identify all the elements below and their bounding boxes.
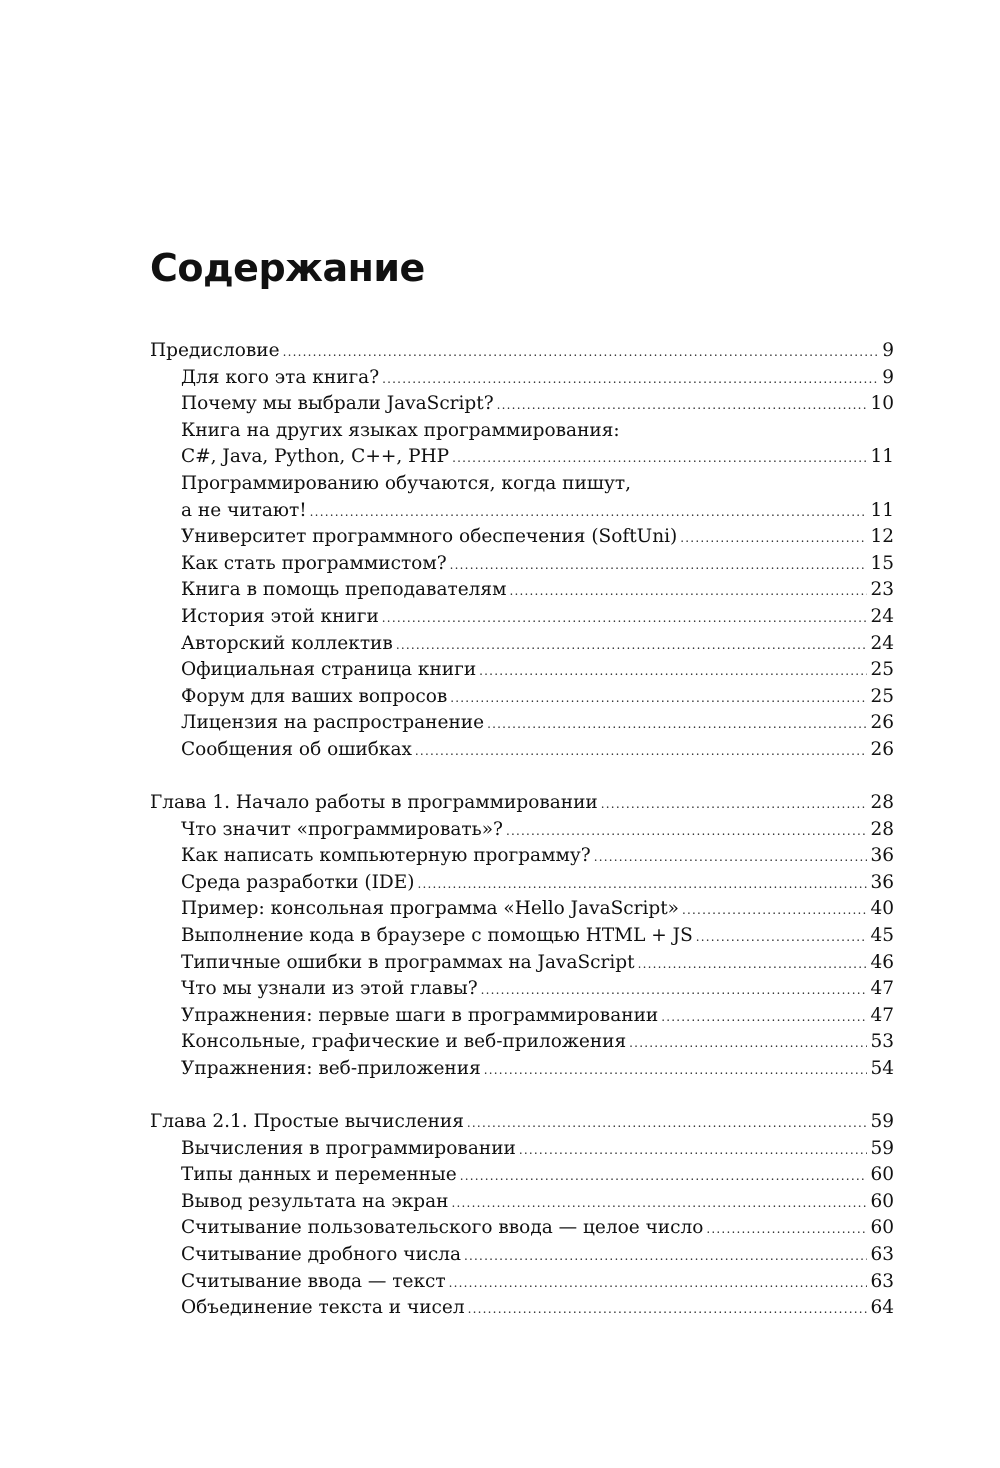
dot-leader [452,445,867,472]
toc-entry-label: Почему мы выбрали JavaScript? [181,393,494,415]
toc-entry[interactable] [150,817,894,844]
toc-section-chapter-1 [150,790,894,1083]
dot-leader [417,871,867,898]
toc-page-number: 47 [870,1004,894,1026]
dot-leader [497,392,868,419]
toc-entry-continuation[interactable] [150,444,894,471]
toc-entry-label: Упражнения: первые шаги в программировании [181,1004,659,1026]
toc-page-number: 53 [870,1031,894,1053]
toc-entry[interactable] [150,551,894,578]
toc-entry[interactable] [150,471,894,498]
dot-leader [680,525,867,552]
toc-page-number: 25 [870,685,894,707]
toc-section-preface [150,338,894,764]
toc-page-number: 45 [870,924,894,946]
dot-leader [449,1270,868,1297]
toc-entry[interactable] [150,1269,894,1296]
toc-page-number: 11 [870,446,894,468]
toc-page-number: 36 [870,845,894,867]
dot-leader [481,977,868,1004]
toc-page-number: 46 [870,951,894,973]
toc-page-number: 59 [870,1111,894,1133]
toc-entry[interactable] [150,524,894,551]
toc-page-number: 24 [870,632,894,654]
dot-leader [601,791,868,818]
dot-leader [487,711,867,738]
dot-leader [450,552,868,579]
toc-chapter-title: Предисловие [150,340,280,361]
toc-entry[interactable] [150,418,894,445]
toc-page-number: 28 [870,818,894,840]
toc-page-number: 60 [870,1217,894,1239]
table-of-contents [150,338,894,1348]
dot-leader [468,1296,868,1323]
toc-page-number: 12 [870,526,894,548]
toc-entry-label: Считывание ввода — текст [181,1270,446,1292]
toc-entry[interactable] [150,1295,894,1322]
dot-leader [450,685,867,712]
toc-entry[interactable] [150,604,894,631]
dot-leader [696,924,868,951]
toc-entry[interactable] [150,1162,894,1189]
dot-leader [661,1004,867,1031]
toc-entry[interactable] [150,737,894,764]
dot-leader [382,366,879,393]
toc-entry[interactable] [150,923,894,950]
toc-section-chapter-2-1 [150,1109,894,1322]
toc-entry-label: Авторский коллектив [181,632,393,654]
dot-leader [519,1137,868,1164]
toc-entry[interactable] [150,631,894,658]
dot-leader [310,499,868,526]
toc-page-number: 47 [870,978,894,1000]
toc-entry-label: Считывание пользовательского ввода — целое число [181,1217,704,1239]
toc-entry-label: Для кого эта книга? [181,366,380,388]
dot-leader [594,844,868,871]
toc-entry-label: Форум для ваших вопросов [181,685,448,707]
toc-entry[interactable] [150,391,894,418]
toc-page-number: 25 [870,659,894,681]
toc-entry[interactable] [150,1189,894,1216]
toc-entry[interactable] [150,657,894,684]
toc-entry-label: Как стать программистом? [181,552,447,574]
toc-entry-label: Пример: консольная программа «Hello JavaScript» [181,898,680,920]
dot-leader [464,1243,867,1270]
toc-page-number: 60 [870,1164,894,1186]
toc-chapter-entry[interactable] [150,790,894,817]
toc-page-number: 63 [870,1270,894,1292]
toc-entry-label: Лицензия на распространение [181,712,485,734]
toc-page-number: 10 [870,393,894,415]
toc-page-number: 15 [870,552,894,574]
toc-page-number: 40 [870,898,894,920]
toc-entry-label: Типы данных и переменные [181,1164,457,1186]
dot-leader [415,738,868,765]
toc-chapter-title: Глава 2.1. Простые вычисления [150,1111,464,1133]
toc-page-number: 63 [870,1244,894,1265]
toc-entry[interactable] [150,870,894,897]
dot-leader [629,1030,867,1057]
toc-entry[interactable] [150,896,894,923]
toc-page-number: 24 [870,605,894,627]
dot-leader [638,951,868,978]
toc-page-number: 60 [870,1190,894,1212]
toc-entry[interactable] [150,1029,894,1056]
toc-entry[interactable] [150,1242,894,1269]
toc-entry-label: Книга в помощь преподавателям [181,579,507,601]
dot-leader [682,897,867,924]
toc-entry-label: Считывание дробного числа [181,1244,462,1265]
toc-entry-label: Вычисления в программировании [181,1137,516,1159]
toc-entry-label: Вывод результата на экран [181,1190,449,1212]
toc-entry[interactable] [150,684,894,711]
toc-page-number: 26 [870,738,894,760]
toc-page-number: 59 [870,1137,894,1159]
toc-entry-label: Сообщения об ошибках [181,738,412,760]
toc-entry[interactable] [150,1003,894,1030]
toc-entry[interactable] [150,365,894,392]
toc-page-number: 28 [870,792,894,813]
toc-entry[interactable] [150,1215,894,1242]
toc-entry-label-continuation: C#, Java, Python, C++, PHP [181,446,450,468]
toc-entry-label: Что мы узнали из этой главы? [181,978,478,1000]
toc-entry[interactable] [150,1056,894,1083]
dot-leader [382,605,868,632]
toc-entry-label-continuation: а не читают! [181,499,307,521]
toc-entry[interactable] [150,950,894,977]
toc-chapter-entry[interactable] [150,1109,894,1136]
toc-page-number: 23 [870,579,894,601]
dot-leader [706,1216,867,1243]
dot-leader [467,1110,868,1137]
dot-leader [509,578,867,605]
dot-leader [460,1163,868,1190]
toc-entry-label: Объединение текста и чисел [181,1297,465,1319]
toc-entry[interactable] [150,1136,894,1163]
toc-page-number: 54 [870,1057,894,1079]
toc-entry-label: Книга на других языках программирования: [181,419,620,441]
toc-entry-label: Как написать компьютерную программу? [181,845,591,867]
toc-page-number: 11 [870,499,894,521]
toc-entry-label: Упражнения: веб-приложения [181,1057,481,1079]
toc-page-number: 64 [870,1297,894,1319]
toc-entry-label: Что значит «программировать»? [181,818,503,840]
page-title: Содержание [150,246,425,290]
toc-chapter-entry[interactable] [150,338,894,365]
dot-leader [452,1190,868,1217]
toc-page-number: 9 [882,366,894,388]
toc-page-number: 9 [882,340,894,361]
toc-entry-label: Официальная страница книги [181,659,477,681]
toc-chapter-title: Глава 1. Начало работы в программировании [150,792,598,813]
toc-entry-label: Университет программного обеспечения (SoftUni) [181,526,678,548]
toc-entry-label: Среда разработки (IDE) [181,871,415,893]
dot-leader [396,632,868,659]
toc-entry-label: Выполнение кода в браузере с помощью HTML + JS [181,924,693,946]
toc-page-number: 26 [870,712,894,734]
toc-entry-label: Консольные, графические и веб-приложения [181,1031,627,1053]
toc-entry[interactable] [150,710,894,737]
toc-entry-continuation[interactable] [150,498,894,525]
dot-leader [479,658,867,685]
dot-leader [484,1057,868,1084]
dot-leader [506,818,868,845]
dot-leader [283,339,880,366]
toc-entry[interactable] [150,843,894,870]
toc-entry-label: Программированию обучаются, когда пишут, [181,472,631,494]
toc-entry[interactable] [150,976,894,1003]
toc-page-number: 36 [870,871,894,893]
toc-entry-label: Типичные ошибки в программах на JavaScript [181,951,635,973]
toc-entry[interactable] [150,577,894,604]
toc-entry-label: История этой книги [181,605,379,627]
